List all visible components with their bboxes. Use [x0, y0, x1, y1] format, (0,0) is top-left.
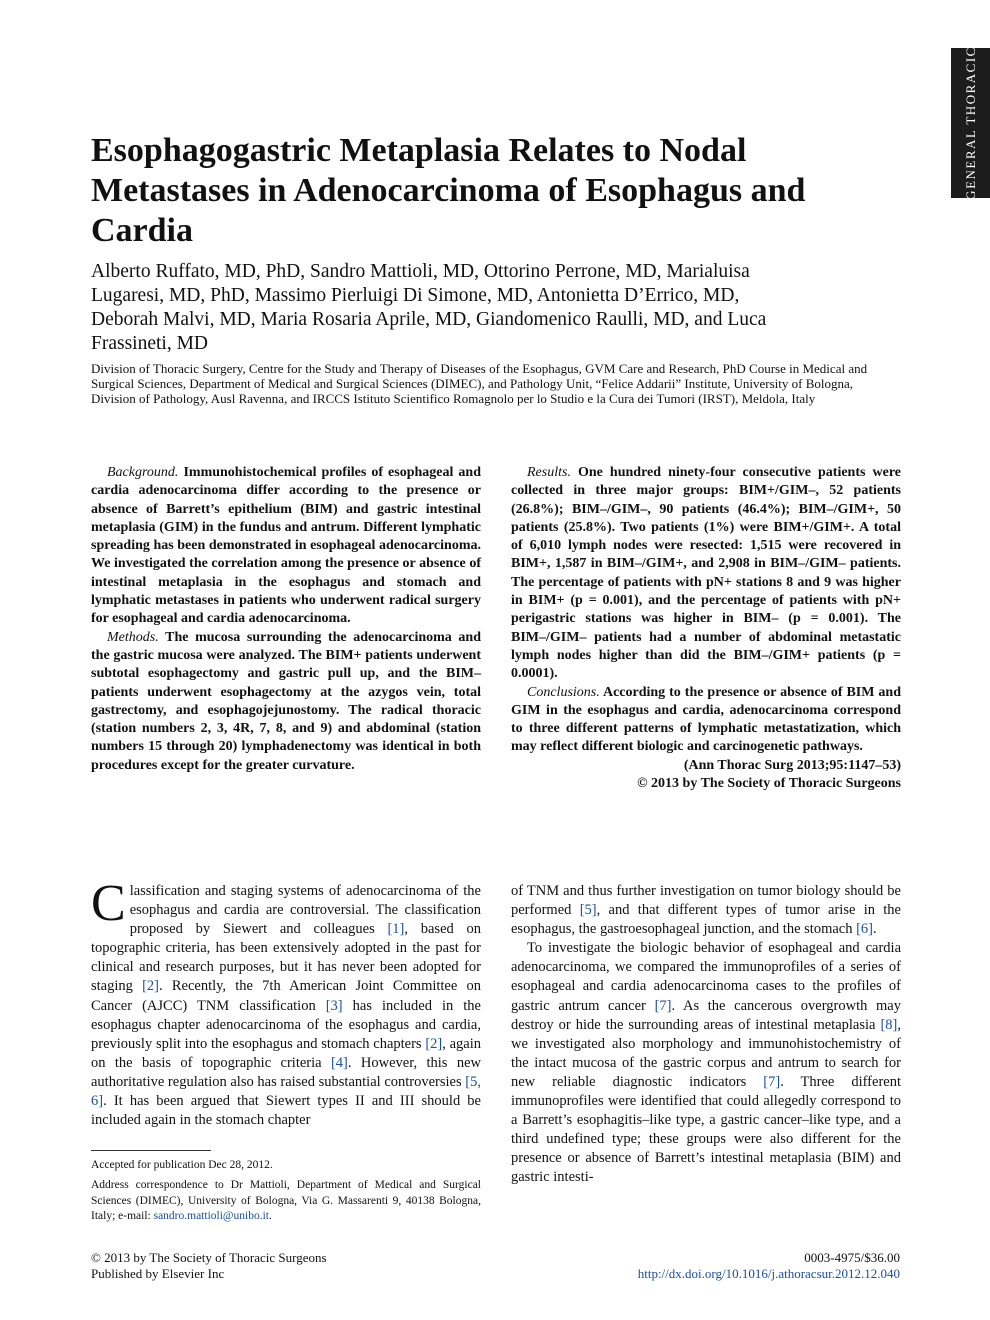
footer-publisher: Published by Elsevier Inc	[91, 1266, 225, 1281]
reference-link[interactable]: [6]	[856, 921, 874, 938]
body-text: , based on topographic criteria, has been extensively adopted in the past for clinical and research purposes, but it has never been adopted for staging	[91, 921, 481, 995]
abstract-conclusions	[511, 684, 901, 757]
reference-link[interactable]: [3]	[325, 997, 343, 1014]
body-text: . Recently, the 7th American Joint Committee on Cancer (AJCC) TNM classification	[91, 978, 481, 1014]
body-text: , and that different types of tumor arise in the esophagus, the gastroesophageal junction, and the stomach	[511, 902, 901, 938]
accepted-note: Accepted for publication Dec 28, 2012.	[91, 1159, 273, 1171]
background-label: Background.	[107, 465, 179, 480]
abstract-background	[91, 464, 481, 629]
footer-issn: 0003-4975/$36.00	[804, 1250, 900, 1265]
abstract-left-column	[91, 464, 481, 775]
body-text: To investigate the biologic behavior of esophageal and cardia adenocarcinoma, we compared the immunoprofiles of a series of esophageal and cardia adenocarcinoma cases to the profiles of gastric antrum cancer	[511, 940, 901, 1014]
article-title: Esophagogastric Metaplasia Relates to Nodal Metastases in Adenocarcinoma of Esophagus and Cardia	[91, 132, 806, 249]
body-text: . As the cancerous overgrowth may destroy or hide the surrounding areas of intestinal metaplasia	[511, 997, 901, 1033]
reference-link[interactable]: [2]	[142, 978, 160, 995]
body-text: .	[873, 921, 877, 938]
results-label: Results.	[527, 465, 571, 480]
conclusions-label: Conclusions.	[527, 684, 600, 700]
body-paragraph	[91, 875, 481, 1130]
background-text: Immunohistochemical profiles of esophageal and cardia adenocarcinoma differ according to the presence or absence of Barrett’s epithelium (BIM) and gastric intestinal metaplasia (GIM) in the fundus and antrum. Different lymphatic spreading has been demonstrated in esophageal adenocarcinoma. We investigated the correlation among the presence or absence of intestinal metaplasia in the esophagus and stomach and lymphatic metastases in patients who underwent radical surgery for esophageal and cardia adenocarcinoma.	[91, 465, 481, 627]
footer-left	[91, 1250, 327, 1282]
affiliation: Division of Thoracic Surgery, Centre for the Study and Therapy of Diseases of the Esophagus, GVM Care and Research, PhD Course in Medical and Surgical Sciences, Department of Medical and Surgical Sciences (DIMEC), and Pathology Unit, “Felice Addarii” Institute, University of Bologna, Division of Pathology, Ausl Ravenna, and IRCCS Istituto Scientifico Romagnolo per lo Studio e la Cura dei Tumori (IRST), Meldola, Italy	[91, 361, 868, 407]
abstract-copyright: © 2013 by The Society of Thoracic Surgeons	[637, 776, 901, 792]
reference-link[interactable]: [7]	[763, 1073, 781, 1090]
reference-link[interactable]: [4]	[330, 1054, 348, 1071]
reference-link[interactable]: [1]	[387, 921, 405, 938]
author-list: Alberto Ruffato, MD, PhD, Sandro Mattioli, MD, Ottorino Perrone, MD, Marialuisa Lugaresi, MD, PhD, Massimo Pierluigi Di Simone, MD, Antonietta D’Errico, MD, Deborah Malvi, MD, Maria Rosaria Aprile, MD, Giandomenico Raulli, MD, and Luca Frassineti, MD	[91, 261, 767, 354]
correspondence-note	[91, 1178, 481, 1224]
footnotes	[91, 1158, 481, 1230]
body-text: . However, this new authoritative regulation also has raised substantial controversies	[91, 1054, 481, 1090]
section-tab	[951, 48, 990, 198]
doi-link[interactable]: http://dx.doi.org/10.1016/j.athoracsur.2012.12.040	[637, 1266, 900, 1281]
body-text: , we investigated also morphology and immunohistochemistry of the intact mucosa of the gastric corpus and antrum to search for new reliable diagnostic indicators	[511, 1016, 901, 1090]
body-text: , again on the basis of topographic criteria	[91, 1035, 481, 1071]
body-paragraph	[511, 882, 901, 939]
body-text: of TNM and thus further investigation on tumor biology should be performed	[511, 883, 901, 919]
body-left-column	[91, 875, 481, 1130]
footnote-divider	[91, 1150, 211, 1151]
reference-link[interactable]: [7]	[654, 997, 672, 1014]
body-text: lassification and staging systems of adenocarcinoma of the esophagus and cardia are controversial. The classification proposed by Siewert and colleagues	[129, 883, 481, 938]
correspondence-end: .	[268, 1210, 272, 1223]
results-text: One hundred ninety-four consecutive patients were collected in three major groups: BIM+/GIM–, 52 patients (26.8%); BIM–/GIM–, 90 patients (46.4%); BIM–/GIM+, 50 patients (25.8%). Two patients (1%) were BIM+/GIM+. A total of 6,010 lymph nodes were resected: 1,515 were recovered in BIM+, 1,587 in BIM–/GIM+, and 2,908 in BIM–/GIM– patients. The percentage of patients with pN+ stations 8 and 9 was higher in BIM+ (p = 0.001), and the percentage of patients with pN+ perigastric stations was higher in BIM– (p = 0.001). The BIM–/GIM– patients had a number of abdominal metastatic lymph nodes higher than did the BIM–/GIM+ patients (p = 0.0001).	[511, 465, 902, 682]
reference-link[interactable]: [5, 6]	[91, 1073, 481, 1110]
abstract-results	[511, 464, 901, 684]
body-paragraph	[511, 939, 901, 1187]
section-tab-label: GENERAL THORACIC	[962, 46, 978, 200]
journal-citation: (Ann Thorac Surg 2013;95:1147–53)	[683, 757, 901, 773]
footer-copyright: © 2013 by The Society of Thoracic Surgeons	[91, 1250, 327, 1265]
drop-cap: C	[91, 875, 126, 932]
correspondence-text: Address correspondence to Dr Mattioli, Department of Medical and Surgical Sciences (DIMEC), University of Bologna, Via G. Massarenti 9, 40138 Bologna, Italy; e-mail:	[91, 1179, 481, 1223]
body-text: . Three different immunoprofiles were identified that could allegedly correspond to a Barrett’s esophagitis–like type, a gastric cancer–like type, and a third undefined type; these groups were also different for the presence or absence of Barrett’s intestinal metaplasia (BIM) and gastric intesti-	[511, 1073, 901, 1186]
reference-link[interactable]: [5]	[579, 902, 597, 919]
methods-text: The mucosa surrounding the adenocarcinoma and the gastric mucosa were analyzed. The BIM+ patients underwent subtotal esophagectomy and gastric pull up, and the BIM– patients underwent esophagectomy at the azygos vein, total gastrectomy, and esophagojejunostomy. The radical thoracic (station numbers 2, 3, 4R, 7, 8, and 9) and abdominal (station numbers 15 through 20) lymphadenectomy was identical in both procedures except for the greater curvature.	[91, 629, 482, 773]
abstract-methods	[91, 629, 481, 775]
reference-link[interactable]: [8]	[880, 1016, 898, 1033]
reference-link[interactable]: [2]	[425, 1035, 443, 1052]
email-link[interactable]: sandro.mattioli@unibo.it	[153, 1210, 269, 1223]
body-right-column	[511, 882, 901, 1188]
methods-label: Methods.	[107, 629, 159, 645]
conclusions-text: According to the presence or absence of BIM and GIM in the esophagus and cardia, adenocarcinoma correspond to three different patterns of lymphatic metastatization, which may reflect different biologic and carcinogenetic pathways.	[511, 684, 902, 755]
body-text: . It has been argued that Siewert types II and III should be included again in the stomach chapter	[91, 1093, 481, 1129]
footer-right	[638, 1250, 900, 1282]
abstract-right-column	[511, 464, 901, 793]
body-text: has included in the esophagus chapter adenocarcinoma of the esophagus and cardia, previously split into the esophagus and stomach chapters	[91, 997, 481, 1052]
